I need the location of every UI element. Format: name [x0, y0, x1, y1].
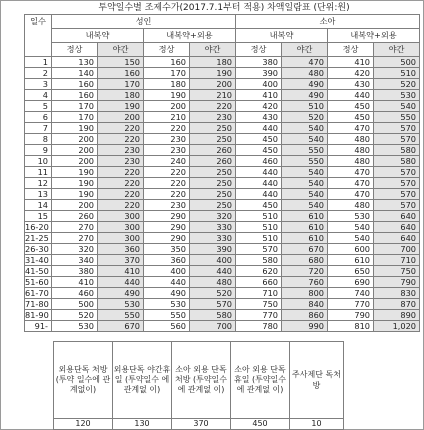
normal-value-cell: 620	[236, 266, 282, 277]
extra-label: 소아 외용 단독 휴일 (투약일수 에 관계없 이)	[231, 342, 290, 419]
normal-value-cell: 210	[144, 112, 190, 123]
normal-value-cell: 770	[328, 299, 374, 310]
normal-value-cell: 470	[328, 123, 374, 134]
normal-value-cell: 450	[236, 145, 282, 156]
extra-label: 외용단독 야간휴일 (투약일수 에 관계없 이)	[113, 342, 172, 419]
night-value-cell: 550	[282, 156, 328, 167]
child-internal-header: 내복약	[236, 29, 328, 43]
normal-value-cell: 770	[236, 310, 282, 321]
day-cell: 7	[25, 123, 52, 134]
day-cell: 1	[25, 57, 52, 68]
night-value-cell: 680	[282, 255, 328, 266]
night-value-cell: 520	[190, 288, 236, 299]
night-value-cell: 260	[190, 145, 236, 156]
night-value-cell: 540	[282, 134, 328, 145]
night-value-cell: 490	[282, 79, 328, 90]
night-value-cell: 670	[282, 244, 328, 255]
normal-value-cell: 180	[144, 79, 190, 90]
night-value-cell: 710	[374, 255, 420, 266]
normal-value-cell: 710	[236, 288, 282, 299]
normal-value-cell: 340	[52, 255, 98, 266]
normal-value-cell: 740	[328, 288, 374, 299]
normal-value-cell: 200	[52, 200, 98, 211]
night-value-cell: 490	[98, 288, 144, 299]
normal-value-cell: 270	[52, 222, 98, 233]
normal-value-cell: 220	[144, 189, 190, 200]
table-row	[25, 167, 420, 178]
normal-value-cell: 290	[144, 233, 190, 244]
night-value-cell: 480	[190, 277, 236, 288]
night-value-cell: 180	[190, 57, 236, 68]
normal-value-cell: 500	[52, 299, 98, 310]
night-value-cell: 640	[374, 222, 420, 233]
table-row	[25, 299, 420, 310]
night-value-cell: 610	[282, 222, 328, 233]
extra-value: 450	[231, 419, 290, 430]
normal-value-cell: 220	[144, 178, 190, 189]
night-header: 야간	[374, 43, 420, 57]
normal-value-cell: 570	[236, 244, 282, 255]
table-row	[25, 222, 420, 233]
normal-value-cell: 410	[328, 57, 374, 68]
table-row	[25, 79, 420, 90]
normal-value-cell: 790	[328, 310, 374, 321]
normal-value-cell: 220	[144, 123, 190, 134]
normal-value-cell: 380	[52, 266, 98, 277]
normal-value-cell: 550	[144, 310, 190, 321]
night-value-cell: 570	[374, 200, 420, 211]
adult-internal-header: 내복약	[52, 29, 144, 43]
normal-value-cell: 200	[52, 134, 98, 145]
night-value-cell: 640	[374, 233, 420, 244]
normal-value-cell: 140	[52, 68, 98, 79]
night-value-cell: 870	[374, 299, 420, 310]
night-value-cell: 220	[98, 134, 144, 145]
normal-value-cell: 490	[144, 288, 190, 299]
night-value-cell: 610	[282, 211, 328, 222]
table-row	[25, 90, 420, 101]
normal-value-cell: 460	[52, 288, 98, 299]
normal-value-cell: 530	[144, 299, 190, 310]
normal-value-cell: 270	[52, 233, 98, 244]
normal-value-cell: 470	[328, 189, 374, 200]
table-row	[25, 321, 420, 332]
night-value-cell: 470	[282, 57, 328, 68]
normal-value-cell: 130	[52, 57, 98, 68]
day-cell: 6	[25, 112, 52, 123]
extra-value: 370	[172, 419, 231, 430]
night-value-cell: 540	[282, 178, 328, 189]
normal-value-cell: 440	[144, 277, 190, 288]
night-header: 야간	[190, 43, 236, 57]
night-value-cell: 410	[98, 266, 144, 277]
night-value-cell: 760	[282, 277, 328, 288]
extra-label: 외용단독 처방(투약 일수에 관 계없이)	[54, 342, 113, 419]
normal-value-cell: 440	[236, 189, 282, 200]
normal-value-cell: 410	[52, 277, 98, 288]
night-value-cell: 370	[98, 255, 144, 266]
normal-value-cell: 580	[236, 255, 282, 266]
injection-fee-table	[289, 341, 344, 430]
night-value-cell: 530	[374, 90, 420, 101]
night-value-cell: 360	[98, 244, 144, 255]
night-value-cell: 720	[282, 266, 328, 277]
night-value-cell: 250	[190, 189, 236, 200]
night-value-cell: 190	[98, 101, 144, 112]
extra-value: 130	[113, 419, 172, 430]
table-row	[25, 233, 420, 244]
night-value-cell: 250	[190, 123, 236, 134]
day-cell: 15	[25, 211, 52, 222]
night-value-cell: 400	[190, 255, 236, 266]
night-value-cell: 230	[98, 156, 144, 167]
normal-value-cell: 380	[236, 57, 282, 68]
normal-value-cell: 230	[144, 134, 190, 145]
normal-value-cell: 480	[328, 156, 374, 167]
night-value-cell: 220	[190, 101, 236, 112]
day-cell: 8	[25, 134, 52, 145]
normal-value-cell: 530	[328, 211, 374, 222]
normal-value-cell: 750	[236, 299, 282, 310]
night-value-cell: 570	[190, 299, 236, 310]
normal-value-cell: 480	[328, 200, 374, 211]
table-row	[25, 156, 420, 167]
day-cell: 51-60	[25, 277, 52, 288]
table-row	[25, 189, 420, 200]
table-row	[25, 112, 420, 123]
normal-value-cell: 440	[328, 90, 374, 101]
night-value-cell: 170	[98, 79, 144, 90]
table-row	[25, 145, 420, 156]
normal-value-cell: 470	[328, 167, 374, 178]
normal-value-cell: 170	[52, 112, 98, 123]
normal-value-cell: 190	[144, 90, 190, 101]
night-value-cell: 190	[190, 68, 236, 79]
night-header: 야간	[282, 43, 328, 57]
normal-value-cell: 480	[328, 145, 374, 156]
normal-value-cell: 290	[144, 211, 190, 222]
table-row	[25, 68, 420, 79]
normal-value-cell: 450	[236, 200, 282, 211]
normal-value-cell: 540	[328, 222, 374, 233]
night-value-cell: 700	[190, 321, 236, 332]
normal-value-cell: 480	[328, 134, 374, 145]
night-value-cell: 200	[98, 112, 144, 123]
table-row	[25, 244, 420, 255]
night-value-cell: 250	[190, 167, 236, 178]
normal-value-cell: 200	[144, 101, 190, 112]
fee-table	[24, 14, 420, 332]
day-cell: 26-30	[25, 244, 52, 255]
normal-value-cell: 560	[144, 321, 190, 332]
normal-value-cell: 410	[236, 90, 282, 101]
normal-value-cell: 190	[52, 189, 98, 200]
normal-value-cell: 510	[236, 211, 282, 222]
night-value-cell: 570	[374, 123, 420, 134]
day-cell: 2	[25, 68, 52, 79]
day-cell: 21-25	[25, 233, 52, 244]
night-value-cell: 550	[282, 145, 328, 156]
normal-value-cell: 600	[328, 244, 374, 255]
normal-value-cell: 530	[52, 321, 98, 332]
normal-value-cell: 260	[52, 211, 98, 222]
night-value-cell: 520	[282, 112, 328, 123]
normal-value-cell: 160	[52, 90, 98, 101]
table-row	[25, 178, 420, 189]
night-value-cell: 510	[374, 68, 420, 79]
night-value-cell: 250	[190, 134, 236, 145]
night-value-cell: 250	[190, 200, 236, 211]
table-row	[25, 211, 420, 222]
child-header: 소아	[236, 15, 420, 29]
night-value-cell: 570	[374, 134, 420, 145]
normal-value-cell: 320	[52, 244, 98, 255]
normal-value-cell: 780	[236, 321, 282, 332]
night-value-cell: 530	[98, 299, 144, 310]
night-value-cell: 330	[190, 233, 236, 244]
normal-value-cell: 430	[236, 112, 282, 123]
night-value-cell: 300	[98, 233, 144, 244]
normal-header: 정상	[236, 43, 282, 57]
day-cell: 41-50	[25, 266, 52, 277]
table-row	[25, 57, 420, 68]
normal-value-cell: 160	[144, 57, 190, 68]
night-value-cell: 440	[190, 266, 236, 277]
night-value-cell: 840	[282, 299, 328, 310]
extra-label: 소아 외용 단독처방 (투약일수 에 관계없 이)	[172, 342, 231, 419]
night-value-cell: 990	[282, 321, 328, 332]
normal-value-cell: 510	[236, 233, 282, 244]
day-cell: 61-70	[25, 288, 52, 299]
night-value-cell: 390	[190, 244, 236, 255]
normal-header: 정상	[52, 43, 98, 57]
night-value-cell: 570	[374, 189, 420, 200]
night-value-cell: 160	[98, 68, 144, 79]
night-value-cell: 790	[374, 277, 420, 288]
night-value-cell: 230	[190, 112, 236, 123]
normal-value-cell: 690	[328, 277, 374, 288]
normal-value-cell: 520	[52, 310, 98, 321]
normal-value-cell: 190	[52, 123, 98, 134]
table-row	[25, 277, 420, 288]
injection-label: 주사제단 독처방	[290, 342, 344, 419]
night-value-cell: 300	[98, 222, 144, 233]
night-value-cell: 800	[282, 288, 328, 299]
normal-value-cell: 420	[236, 101, 282, 112]
normal-value-cell: 350	[144, 244, 190, 255]
adult-header: 성인	[52, 15, 236, 29]
table-row	[25, 288, 420, 299]
normal-value-cell: 450	[328, 112, 374, 123]
night-value-cell: 500	[374, 57, 420, 68]
day-cell: 4	[25, 90, 52, 101]
table-row	[25, 134, 420, 145]
night-value-cell: 570	[374, 178, 420, 189]
normal-value-cell: 540	[328, 233, 374, 244]
night-value-cell: 250	[190, 178, 236, 189]
night-value-cell: 230	[98, 145, 144, 156]
normal-value-cell: 290	[144, 222, 190, 233]
extra-fee-table	[53, 341, 290, 430]
injection-value: 10	[290, 419, 344, 430]
normal-value-cell: 810	[328, 321, 374, 332]
night-value-cell: 890	[374, 310, 420, 321]
normal-value-cell: 610	[328, 255, 374, 266]
night-value-cell: 550	[98, 310, 144, 321]
night-value-cell: 520	[374, 79, 420, 90]
normal-value-cell: 170	[52, 101, 98, 112]
normal-value-cell: 200	[52, 156, 98, 167]
normal-value-cell: 230	[144, 200, 190, 211]
normal-value-cell: 170	[144, 68, 190, 79]
night-value-cell: 220	[98, 178, 144, 189]
night-value-cell: 320	[190, 211, 236, 222]
normal-value-cell: 440	[236, 167, 282, 178]
normal-value-cell: 510	[236, 222, 282, 233]
child-internal-external-header: 내복약+외용	[328, 29, 420, 43]
night-value-cell: 480	[282, 68, 328, 79]
night-value-cell: 540	[282, 200, 328, 211]
table-row	[25, 310, 420, 321]
night-value-cell: 440	[98, 277, 144, 288]
night-value-cell: 220	[98, 123, 144, 134]
normal-value-cell: 450	[236, 134, 282, 145]
normal-value-cell: 220	[144, 167, 190, 178]
night-value-cell: 540	[374, 101, 420, 112]
normal-value-cell: 420	[328, 68, 374, 79]
day-cell: 13	[25, 189, 52, 200]
night-value-cell: 550	[374, 112, 420, 123]
night-value-cell: 750	[374, 266, 420, 277]
normal-header: 정상	[144, 43, 190, 57]
night-value-cell: 580	[374, 156, 420, 167]
night-value-cell: 300	[98, 211, 144, 222]
day-cell: 81-90	[25, 310, 52, 321]
normal-value-cell: 240	[144, 156, 190, 167]
night-value-cell: 220	[98, 189, 144, 200]
night-value-cell: 540	[282, 123, 328, 134]
day-cell: 14	[25, 200, 52, 211]
night-value-cell: 330	[190, 222, 236, 233]
normal-value-cell: 470	[328, 178, 374, 189]
normal-value-cell: 190	[52, 178, 98, 189]
night-value-cell: 700	[374, 244, 420, 255]
night-value-cell: 610	[282, 233, 328, 244]
normal-value-cell: 440	[236, 178, 282, 189]
table-row	[25, 200, 420, 211]
normal-value-cell: 400	[144, 266, 190, 277]
day-cell: 9	[25, 145, 52, 156]
day-cell: 91-	[25, 321, 52, 332]
day-cell: 3	[25, 79, 52, 90]
night-value-cell: 260	[190, 156, 236, 167]
day-cell: 16-20	[25, 222, 52, 233]
night-value-cell: 570	[374, 167, 420, 178]
normal-header: 정상	[328, 43, 374, 57]
night-value-cell: 830	[374, 288, 420, 299]
night-value-cell: 580	[190, 310, 236, 321]
normal-value-cell: 160	[52, 79, 98, 90]
night-value-cell: 540	[282, 189, 328, 200]
days-header: 일수	[25, 15, 52, 57]
normal-value-cell: 450	[328, 101, 374, 112]
night-header: 야간	[98, 43, 144, 57]
day-cell: 71-80	[25, 299, 52, 310]
normal-value-cell: 660	[236, 277, 282, 288]
normal-value-cell: 360	[144, 255, 190, 266]
table-row	[25, 101, 420, 112]
night-value-cell: 510	[282, 101, 328, 112]
normal-value-cell: 460	[236, 156, 282, 167]
night-value-cell: 150	[98, 57, 144, 68]
night-value-cell: 540	[282, 167, 328, 178]
normal-value-cell: 400	[236, 79, 282, 90]
sheet-title: 투약일수별 조제수가(2017.7.1부터 적용) 차액일람표 (단위:원)	[98, 3, 350, 13]
table-row	[25, 255, 420, 266]
night-value-cell: 210	[190, 90, 236, 101]
normal-value-cell: 430	[328, 79, 374, 90]
night-value-cell: 490	[282, 90, 328, 101]
normal-value-cell: 650	[328, 266, 374, 277]
day-cell: 31-40	[25, 255, 52, 266]
night-value-cell: 180	[98, 90, 144, 101]
day-cell: 11	[25, 167, 52, 178]
night-value-cell: 640	[374, 211, 420, 222]
night-value-cell: 200	[190, 79, 236, 90]
normal-value-cell: 390	[236, 68, 282, 79]
extra-value: 120	[54, 419, 113, 430]
day-cell: 10	[25, 156, 52, 167]
night-value-cell: 580	[374, 145, 420, 156]
table-row	[25, 123, 420, 134]
night-value-cell: 670	[98, 321, 144, 332]
night-value-cell: 220	[98, 200, 144, 211]
normal-value-cell: 200	[52, 145, 98, 156]
night-value-cell: 220	[98, 167, 144, 178]
adult-internal-external-header: 내복약+외용	[144, 29, 236, 43]
night-value-cell: 1,020	[374, 321, 420, 332]
table-row	[25, 266, 420, 277]
day-cell: 5	[25, 101, 52, 112]
normal-value-cell: 190	[52, 167, 98, 178]
night-value-cell: 860	[282, 310, 328, 321]
day-cell: 12	[25, 178, 52, 189]
normal-value-cell: 440	[236, 123, 282, 134]
normal-value-cell: 230	[144, 145, 190, 156]
